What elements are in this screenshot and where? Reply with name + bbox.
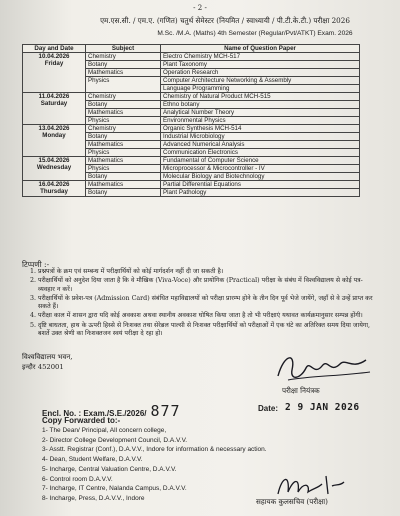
note-item: 3. परीक्षार्थियों के प्रवेश-पत्र (Admission Card) संबंधित महाविद्यालयों को परीक्षा प्रारम्भ होने के तीन दिन पूर्व भेजे जायेंगे, जहाँ से वे उन्हें प्राप्त कर सकते हैं। [38,295,378,312]
paper-cell: Environmental Physics [161,117,360,125]
paper-cell: Partial Differential Equations [161,181,360,189]
table-row [23,93,360,101]
subject-cell: Botany [86,173,161,181]
copy-item: 6- Control room D.A.V.V. [42,475,113,483]
exam-date: 15.04.2026 [38,157,70,164]
exam-date: 10.04.2026 [38,53,70,60]
subject-cell: Physics [86,165,161,173]
subject-cell: Botany [86,61,161,69]
exam-weekday: Wednesday [36,164,72,171]
page-number: - 2 - [193,4,207,12]
subject-cell: Physics [86,77,161,93]
exam-weekday: Thursday [40,188,68,195]
column-header-paper: Name of Question Paper [161,45,360,53]
schedule-body [23,53,360,197]
table-row [23,53,360,61]
paper-cell: Language Programming [161,85,360,93]
subject-cell: Mathematics [86,141,161,149]
exam-schedule-table [22,44,360,197]
copy-item: 1- The Dean/ Principal, All concern college, [42,427,167,434]
date-stamp: 2 9 JAN 2026 [285,402,360,413]
paper-cell: Computer Architecture Networking & Assembly [161,77,360,85]
university-city: इन्दौर 452001 [22,363,64,371]
table-header-row [23,45,360,53]
column-header-day-date: Day and Date [23,45,86,53]
exam-title-english: M.Sc. /M.A. (Maths) 4th Semester (Regular/Pvt/ATKT) Exam. 2026 [157,30,353,37]
subject-cell: Physics [86,117,161,125]
paper-cell: Chemistry of Natural Product MCH-515 [161,93,360,101]
exam-date: 11.04.2026 [38,93,70,100]
table-row [23,181,360,189]
day-date-cell [23,53,86,93]
exam-title-hindi: एम.एस.सी. / एम.ए. (गणित) चतुर्थ सेमेस्टर (नियमित / स्वाध्यायी / पी.टी.के.टी.) परीक्षा 2026 [100,16,350,25]
assistant-registrar-title: सहायक कुलसचिव (परीक्षा) [256,497,328,506]
exam-date: 16.04.2026 [38,181,70,188]
table-row [23,125,360,133]
subject-cell: Chemistry [86,53,161,61]
paper-cell: Operation Research [161,69,360,77]
day-date-cell [23,181,86,197]
subject-cell: Chemistry [86,125,161,133]
note-item: 5. दृष्टि बाधतता, हाथ के ऊपरी हिस्से से निःशक्त तथा सेरेब्रल पाल्सी से निःशक्त परीक्षार्थियों को परीक्षाओं में एक घंटे का अतिरिक्त समय दिया जायेगा, बशर्ते उक्त श्रेणी का निःशक्तजन स्वयं परीक्षा दे रहा हो। [38,322,378,339]
controller-title: परीक्षा नियंत्रक [282,386,320,395]
subject-cell: Botany [86,101,161,109]
subject-cell: Mathematics [86,181,161,189]
notes-title: टिप्पणी :- [22,260,50,269]
paper-cell: Advanced Numerical Analysis [161,141,360,149]
copy-item: 7- Incharge, IT Centre, Nalanda Campus, D.A.V.V. [42,485,187,493]
paper-cell: Molecular Biology and Biotechnology [161,173,360,181]
controller-signature [270,346,380,390]
paper-cell: Industrial Microbiology [161,133,360,141]
column-header-subject: Subject [86,45,161,53]
paper-cell: Plant Pathology [161,189,360,197]
paper-cell: Fundamental of Computer Science [161,157,360,165]
copy-item: 3- Asstt. Registrar (Conf.), D.A.V.V., Indore for information & necessary action. [42,446,267,454]
paper-cell: Microprocessor & Microcontroller - IV [161,165,360,173]
subject-cell: Botany [86,133,161,141]
note-item: 4. परीक्षा काल में शासन द्वारा यदि कोई अवकाश अथवा स्थानीय अवकाश घोषित किया जाता है तो भी परीक्षाएं यथावत कार्यक्रमानुसार सम्पन्न होंगी। [38,312,378,320]
subject-cell: Mathematics [86,69,161,77]
copy-forwarded-title: Copy Forwarded to:- [42,416,121,425]
notes-list [24,268,378,339]
subject-cell: Mathematics [86,109,161,117]
subject-cell: Physics [86,149,161,157]
copy-item: 2- Director College Development Council, D.A.V.V. [42,436,188,444]
paper-cell: Electro Chemistry MCH-517 [161,53,360,61]
day-date-cell [23,93,86,125]
paper-cell: Communication Electronics [161,149,360,157]
enclosure-number: 877 [150,402,181,420]
subject-cell: Mathematics [86,157,161,165]
note-item: 2. परीक्षार्थियों को अनुदेश दिया जाता है कि वे मौखिक (Viva-Voce) और प्रायोगिक (Practical) परीक्षा के संबंध में विश्वविद्यालय से कोई पत्र-व्यवहार न करें। [38,277,378,294]
note-item: 1. प्रश्नपत्रों के क्रम एवं सम्बन्ध में परीक्षार्थियों को कोई मार्गदर्शन नहीं दी जा सकती है। [38,268,378,276]
exam-date: 13.04.2026 [38,125,70,132]
copy-forwarded-list [42,426,267,504]
subject-cell: Botany [86,189,161,197]
paper-cell: Ethno botany [161,101,360,109]
copy-item: 8- Incharge, Press, D.A.V.V., Indore [42,494,145,502]
day-date-cell [23,125,86,157]
table-row [23,157,360,165]
university-building: विश्वविद्यालय भवन, [22,353,73,361]
day-date-cell [23,157,86,181]
date-label: Date: [258,404,279,413]
exam-weekday: Monday [42,132,66,139]
paper-cell: Plant Taxonomy [161,61,360,69]
enclosure-label: Encl. No. : Exam./S.E./2026/ [42,409,147,418]
copy-item: 5- Incharge, Central Valuation Centre, D.A.V.V. [42,465,177,473]
exam-weekday: Friday [44,60,64,67]
paper-cell: Organic Synthesis MCH-514 [161,125,360,133]
copy-item: 4- Dean, Student Welfare, D.A.V.V. [42,456,143,464]
exam-weekday: Saturday [40,100,68,107]
paper-cell: Analytical Number Theory [161,109,360,117]
subject-cell: Chemistry [86,93,161,101]
